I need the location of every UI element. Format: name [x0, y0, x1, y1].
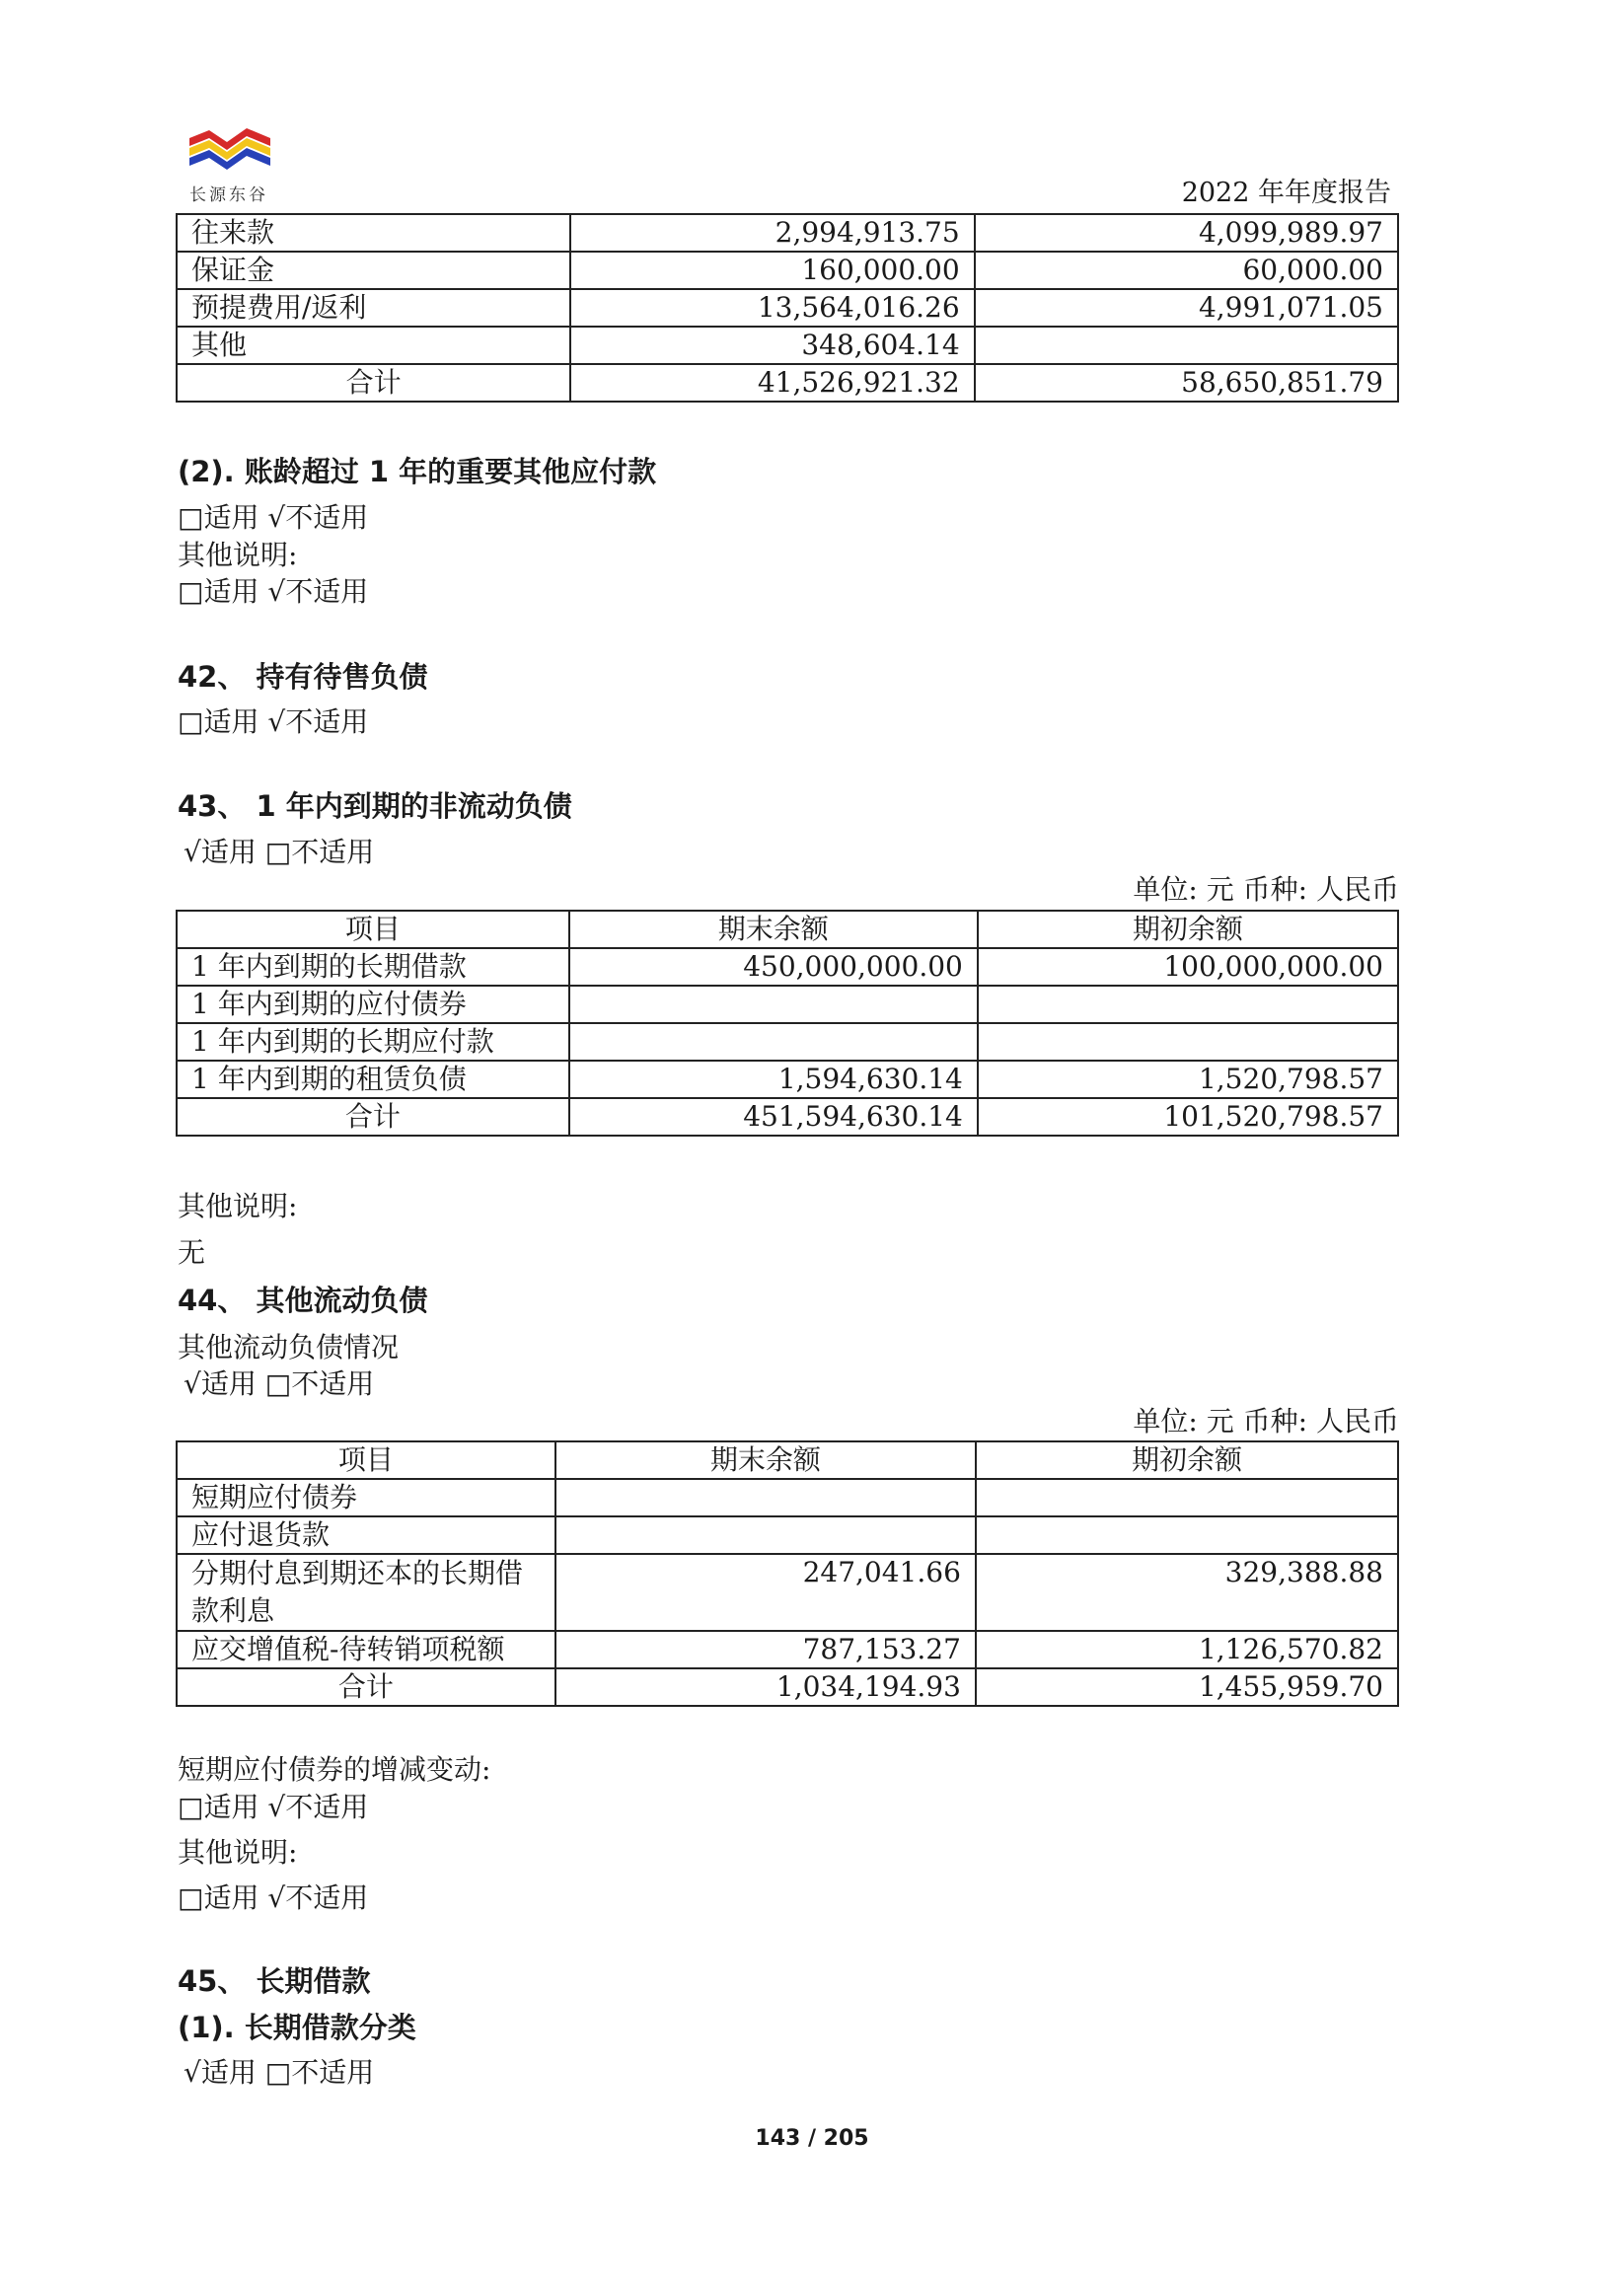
- header-end: 期末余额: [569, 911, 978, 948]
- cell-item: 往来款: [177, 214, 570, 252]
- table-row: [177, 1554, 1398, 1631]
- cell-end: 1,034,194.93: [555, 1668, 976, 1706]
- cell-end: [569, 986, 978, 1023]
- section-2-title: (2). 账龄超过 1 年的重要其他应付款: [178, 455, 657, 488]
- cell-end: 348,604.14: [570, 327, 974, 364]
- table-header-row: [177, 911, 1398, 948]
- cell-item: 1 年内到期的租赁负债: [177, 1061, 569, 1098]
- cell-end: [555, 1516, 976, 1554]
- header-end: 期末余额: [555, 1441, 976, 1479]
- cell-end: 451,594,630.14: [569, 1098, 978, 1136]
- current-portion-noncurrent-liabilities-table: [176, 910, 1399, 1137]
- section-2-other-applicable: □适用 √不适用: [178, 575, 369, 608]
- table-row: [177, 948, 1398, 986]
- cell-begin: [978, 1023, 1398, 1061]
- section-42-title: 42、 持有待售负债: [178, 660, 428, 694]
- company-logo: [187, 116, 272, 185]
- cell-begin: 4,991,071.05: [975, 289, 1398, 327]
- section-42-applicable: □适用 √不适用: [178, 705, 369, 738]
- section-43-unit: 单位: 元 币种: 人民币: [1133, 873, 1399, 906]
- table-total-row: [177, 1098, 1398, 1136]
- section-44-bond-change-label: 短期应付债券的增减变动:: [178, 1753, 491, 1786]
- cell-end: 160,000.00: [570, 252, 974, 289]
- cell-begin: [976, 1516, 1398, 1554]
- cell-end: 41,526,921.32: [570, 364, 974, 402]
- cell-begin: 4,099,989.97: [975, 214, 1398, 252]
- section-2-applicable: □适用 √不适用: [178, 501, 369, 534]
- cell-begin: 1,455,959.70: [976, 1668, 1398, 1706]
- table-row: [177, 327, 1398, 364]
- header-item: 项目: [177, 1441, 555, 1479]
- cell-begin: [976, 1479, 1398, 1516]
- cell-item: 合计: [177, 1098, 569, 1136]
- table-row: [177, 1631, 1398, 1668]
- cell-item: 预提费用/返利: [177, 289, 570, 327]
- section-44-subtitle: 其他流动负债情况: [178, 1331, 400, 1364]
- table-row: [177, 252, 1398, 289]
- cell-item: 短期应付债券: [177, 1479, 555, 1516]
- section-44-title: 44、 其他流动负债: [178, 1284, 428, 1317]
- cell-end: 1,594,630.14: [569, 1061, 978, 1098]
- table-header-row: [177, 1441, 1398, 1479]
- cell-end: 787,153.27: [555, 1631, 976, 1668]
- cell-item: 1 年内到期的长期借款: [177, 948, 569, 986]
- table-row: [177, 1479, 1398, 1516]
- section-45-applicable: √适用 □不适用: [184, 2056, 375, 2089]
- cell-end: 247,041.66: [555, 1554, 976, 1631]
- cell-end: [555, 1479, 976, 1516]
- table-total-row: [177, 364, 1398, 402]
- table-row: [177, 289, 1398, 327]
- cell-begin: 329,388.88: [976, 1554, 1398, 1631]
- table-row: [177, 1023, 1398, 1061]
- section-2-other-label: 其他说明:: [178, 539, 298, 571]
- cell-item: 保证金: [177, 252, 570, 289]
- other-payables-table: [176, 213, 1399, 403]
- cell-item: 1 年内到期的应付债券: [177, 986, 569, 1023]
- cell-end: 13,564,016.26: [570, 289, 974, 327]
- cell-item: 1 年内到期的长期应付款: [177, 1023, 569, 1061]
- cell-begin: 60,000.00: [975, 252, 1398, 289]
- cell-begin: 1,520,798.57: [978, 1061, 1398, 1098]
- cell-begin: 101,520,798.57: [978, 1098, 1398, 1136]
- section-44-applicable: √适用 □不适用: [184, 1367, 375, 1400]
- table-row: [177, 1061, 1398, 1098]
- section-43-other-value: 无: [178, 1236, 206, 1269]
- table-row: [177, 214, 1398, 252]
- cell-item: 合计: [177, 1668, 555, 1706]
- table-total-row: [177, 1668, 1398, 1706]
- section-44-other-label: 其他说明:: [178, 1836, 298, 1869]
- page-number: 143 / 205: [755, 2126, 869, 2151]
- cell-item: 分期付息到期还本的长期借款利息: [177, 1554, 555, 1631]
- cell-item: 应交增值税-待转销项税额: [177, 1631, 555, 1668]
- section-43-title: 43、 1 年内到期的非流动负债: [178, 789, 572, 823]
- section-45-title: 45、 长期借款: [178, 1964, 371, 1998]
- cell-begin: 100,000,000.00: [978, 948, 1398, 986]
- cell-end: 2,994,913.75: [570, 214, 974, 252]
- section-43-other-label: 其他说明:: [178, 1190, 298, 1222]
- section-43-applicable: √适用 □不适用: [184, 836, 375, 868]
- cell-item: 其他: [177, 327, 570, 364]
- cell-end: [569, 1023, 978, 1061]
- cell-begin: [978, 986, 1398, 1023]
- header-item: 项目: [177, 911, 569, 948]
- logo-text: 长源东谷: [189, 185, 268, 205]
- table-row: [177, 986, 1398, 1023]
- section-44-other-applicable: □适用 √不适用: [178, 1881, 369, 1914]
- header-begin: 期初余额: [976, 1441, 1398, 1479]
- section-44-bond-change-applicable: □适用 √不适用: [178, 1791, 369, 1823]
- cell-begin: 58,650,851.79: [975, 364, 1398, 402]
- section-45-subtitle: (1). 长期借款分类: [178, 2011, 416, 2044]
- cell-item: 应付退货款: [177, 1516, 555, 1554]
- other-current-liabilities-table: [176, 1440, 1399, 1707]
- cell-end: 450,000,000.00: [569, 948, 978, 986]
- section-44-unit: 单位: 元 币种: 人民币: [1133, 1405, 1399, 1437]
- cell-begin: 1,126,570.82: [976, 1631, 1398, 1668]
- report-title: 2022 年年度报告: [1181, 178, 1391, 208]
- header-begin: 期初余额: [978, 911, 1398, 948]
- cell-item: 合计: [177, 364, 570, 402]
- cell-begin: [975, 327, 1398, 364]
- logo-stripes-icon: [187, 116, 272, 185]
- table-row: [177, 1516, 1398, 1554]
